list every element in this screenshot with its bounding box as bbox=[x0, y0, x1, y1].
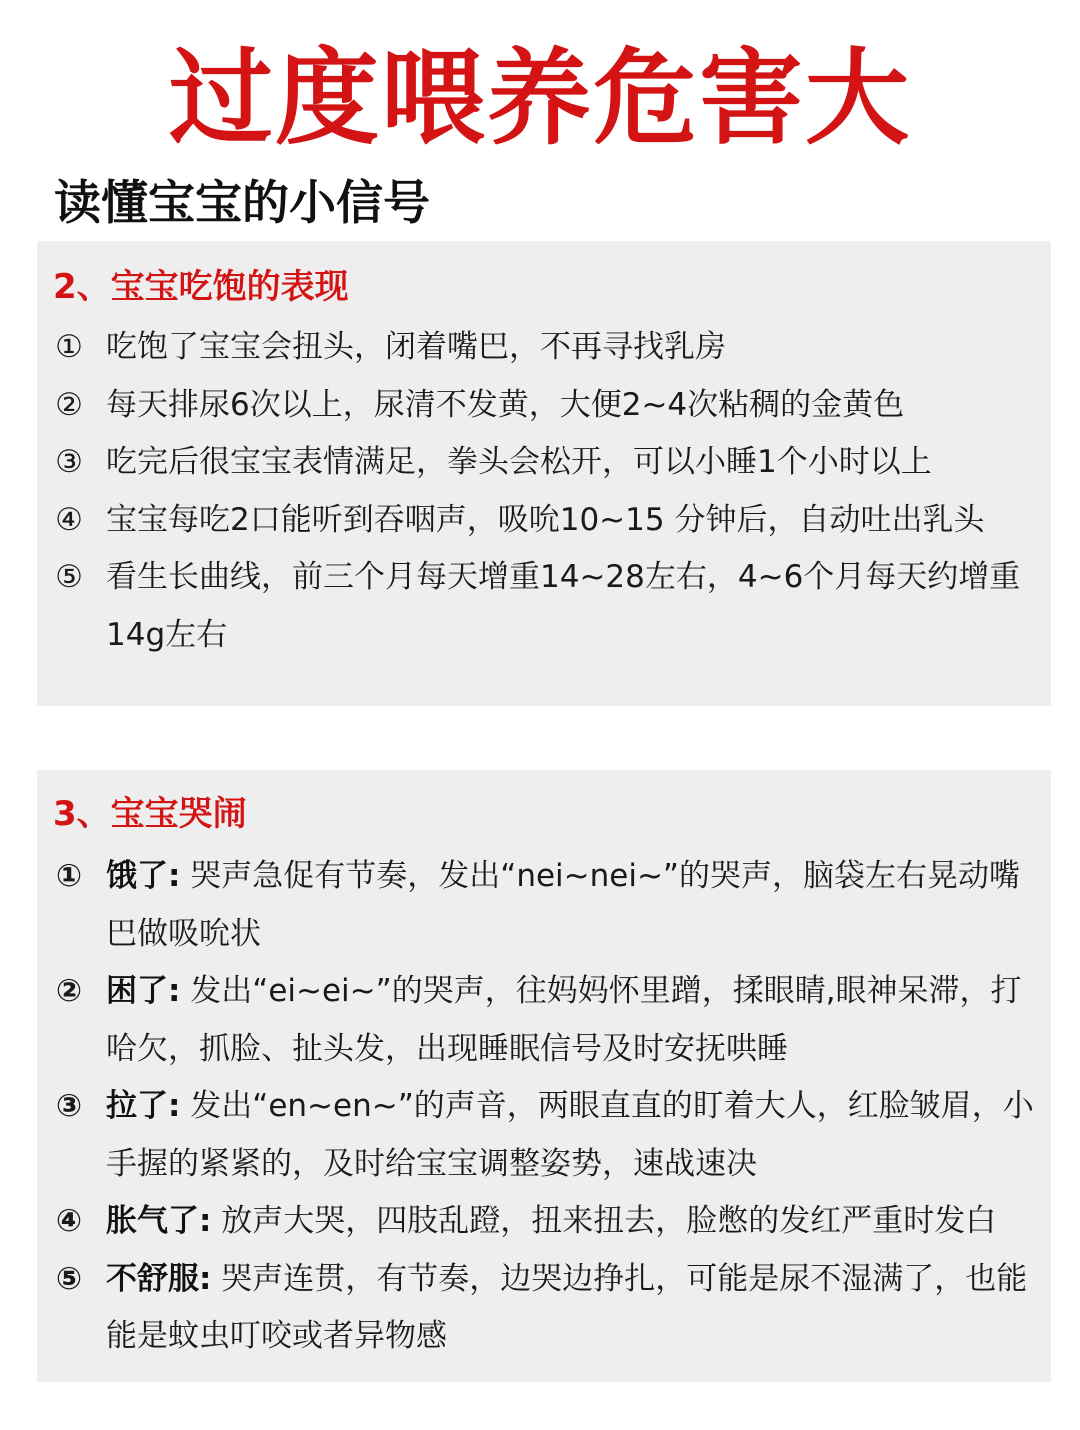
item-number: ③ bbox=[55, 444, 83, 480]
item-number: ① bbox=[55, 858, 83, 894]
item-text: 放声大哭，四肢乱蹬，扭来扭去，脸憋的发红严重时发白 bbox=[211, 1203, 997, 1239]
item-text: 吃完后很宝宝表情满足，拳头会松开，可以小睡1个小时以上 bbox=[106, 444, 932, 480]
section-full-signs bbox=[37, 241, 1051, 706]
item-label: 饿了: bbox=[106, 858, 181, 894]
item-text: 哭声连贯，有节奏，边哭边挣扎，可能是尿不湿满了，也能能是蚊虫叮咬或者异物感 bbox=[106, 1260, 1028, 1354]
item-number: ② bbox=[55, 386, 83, 423]
item-number: ⑤ bbox=[55, 1260, 83, 1297]
page-title: 过度喂养危害大 bbox=[168, 37, 911, 159]
section-heading: 2、宝宝吃饱的表现 bbox=[53, 267, 349, 307]
list-item bbox=[37, 1078, 1051, 1193]
item-number: ③ bbox=[55, 1088, 83, 1124]
list-item bbox=[37, 319, 1051, 377]
page-subtitle: 读懂宝宝的小信号 bbox=[54, 176, 430, 231]
section-crying-signals bbox=[37, 770, 1051, 1382]
list-item bbox=[37, 1193, 1051, 1251]
list-item bbox=[37, 963, 1051, 1078]
list-item bbox=[37, 492, 1051, 550]
crying-signals-list bbox=[37, 848, 1051, 1366]
full-signs-list bbox=[37, 319, 1051, 664]
list-item bbox=[37, 377, 1051, 435]
item-text: 宝宝每吃2口能听到吞咽声，吸吮10~15 分钟后，自动吐出乳头 bbox=[106, 501, 985, 538]
item-number: ④ bbox=[55, 501, 83, 538]
item-text: 发出“en~en~”的声音，两眼直直的盯着大人，红脸皱眉，小手握的紧紧的，及时给宝宝调整姿势，速战速决 bbox=[106, 1088, 1034, 1182]
item-label: 困了: bbox=[106, 973, 181, 1009]
item-label: 拉了: bbox=[106, 1088, 181, 1124]
item-number: ② bbox=[55, 973, 83, 1009]
item-label: 不舒服: bbox=[106, 1260, 212, 1297]
item-number: ④ bbox=[55, 1203, 83, 1239]
item-text: 发出“ei~ei~”的哭声，往妈妈怀里蹭，揉眼睛,眼神呆滞，打哈欠，抓脸、扯头发，出现睡眠信号及时安抚哄睡 bbox=[106, 973, 1022, 1067]
section-heading: 3、宝宝哭闹 bbox=[53, 794, 247, 834]
item-label: 胀气了: bbox=[106, 1203, 212, 1239]
list-item bbox=[37, 848, 1051, 963]
item-text: 吃饱了宝宝会扭头，闭着嘴巴，不再寻找乳房 bbox=[106, 329, 726, 365]
item-number: ⑤ bbox=[55, 559, 83, 595]
item-text: 哭声急促有节奏，发出“nei~nei~”的哭声，脑袋左右晃动嘴巴做吸吮状 bbox=[106, 858, 1020, 952]
item-number: ① bbox=[55, 329, 83, 365]
item-text: 看生长曲线，前三个月每天增重14~28左右，4~6个月每天约增重14g左右 bbox=[106, 559, 1021, 653]
list-item bbox=[37, 549, 1051, 664]
list-item bbox=[37, 434, 1051, 492]
list-item bbox=[37, 1251, 1051, 1366]
item-text: 每天排尿6次以上，尿清不发黄，大便2~4次粘稠的金黄色 bbox=[106, 386, 905, 423]
